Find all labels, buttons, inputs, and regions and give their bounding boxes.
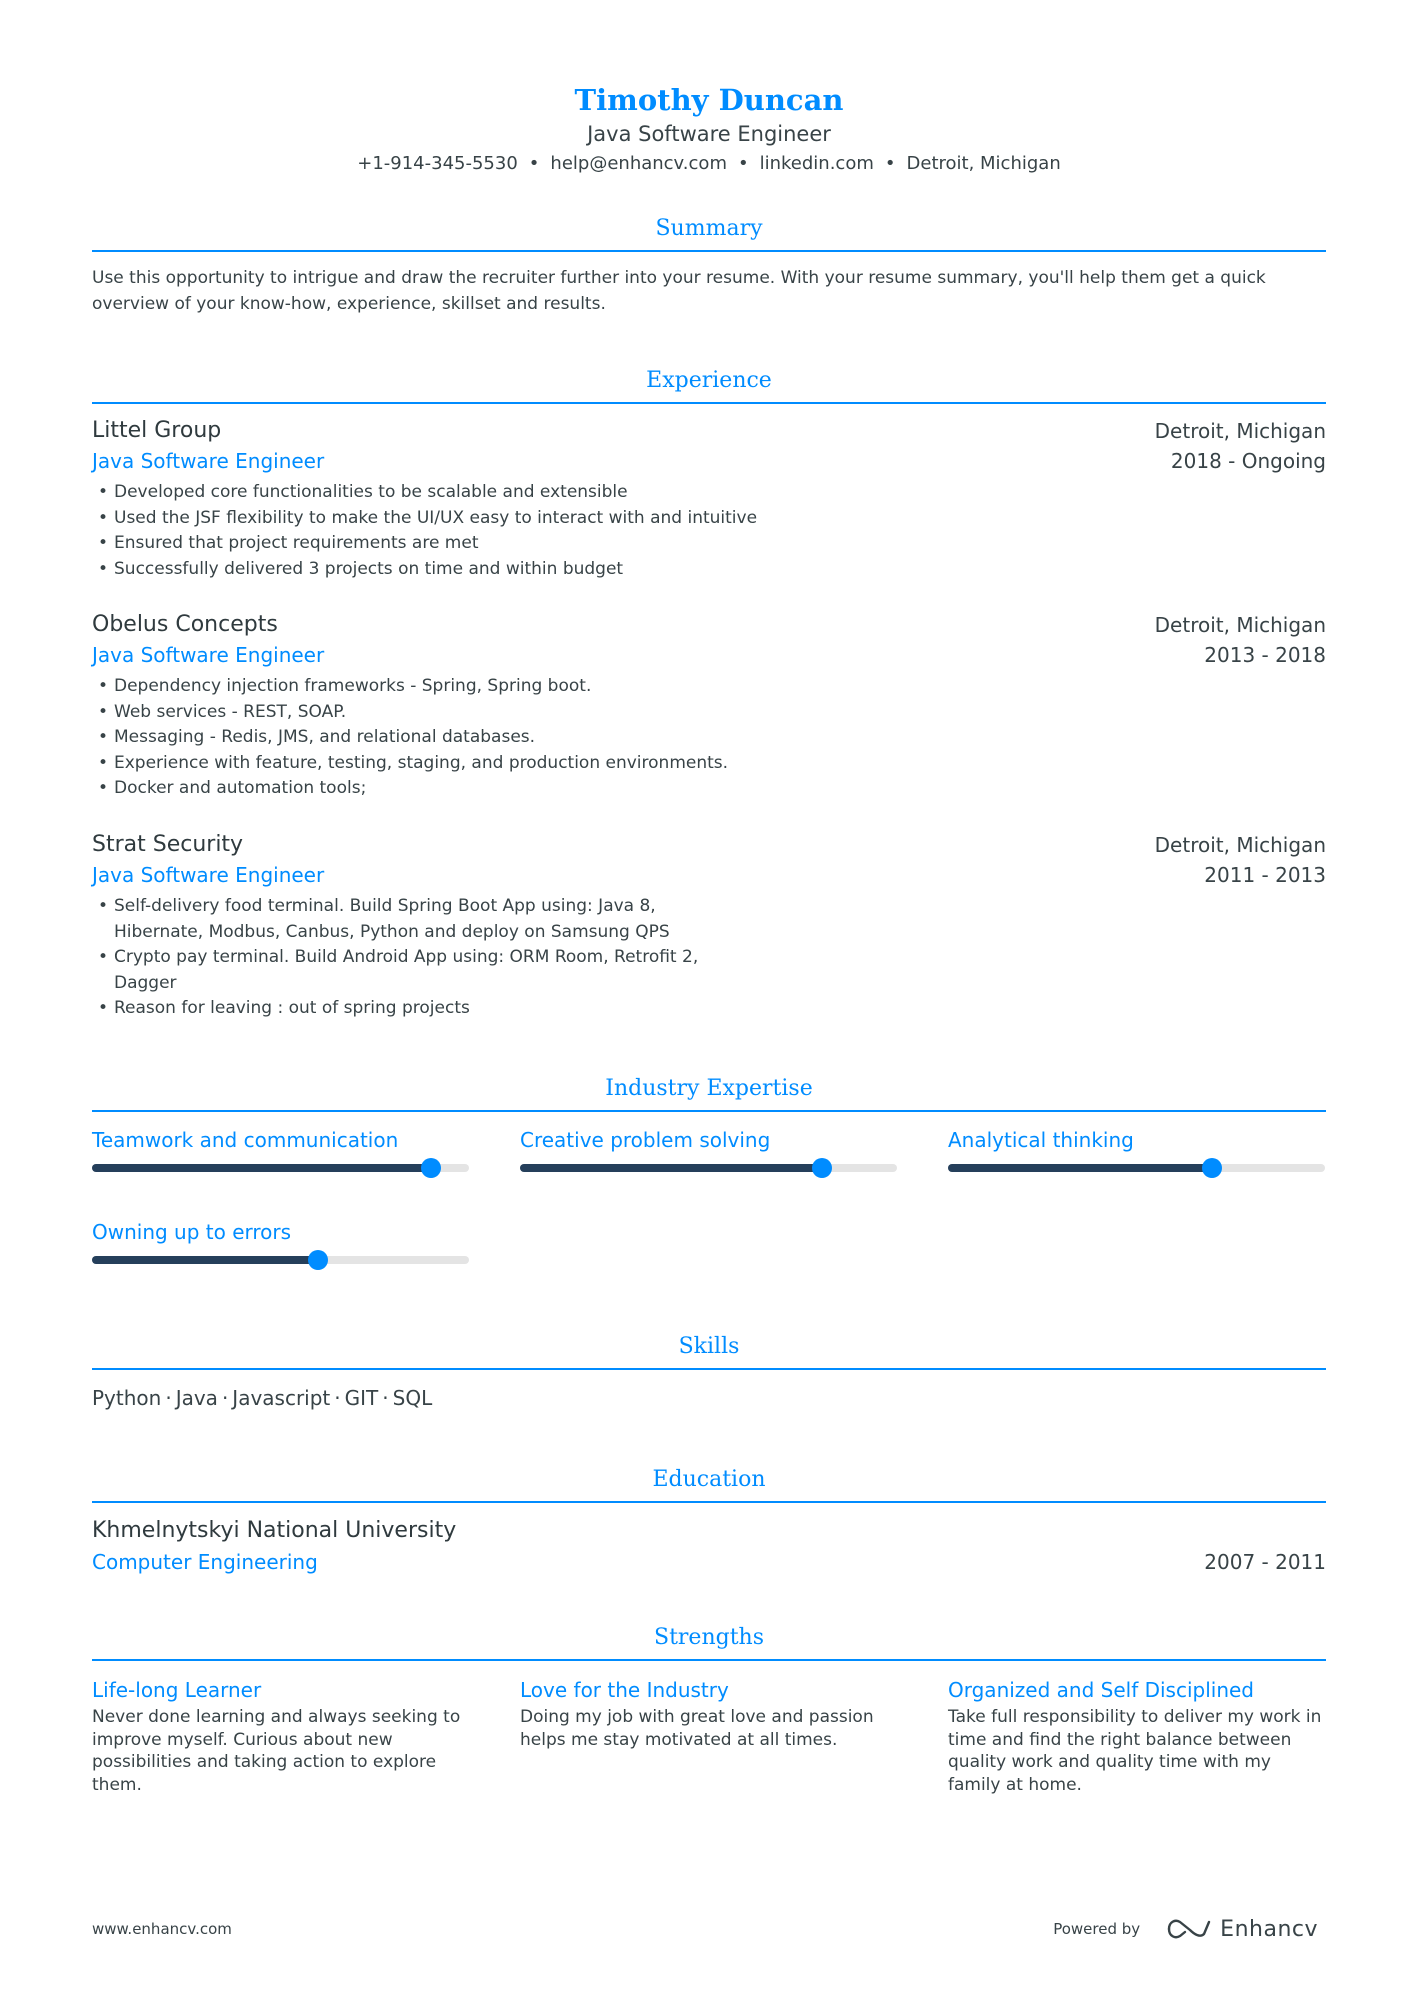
separator-dot: • bbox=[528, 153, 540, 174]
strength-description: Take full responsibility to deliver my work in time and find the right balance between quality work and quality time with my family at home. bbox=[948, 1707, 1322, 1795]
education-dates: 2007 - 2011 bbox=[1204, 1550, 1326, 1574]
job-location: Detroit, Michigan bbox=[1154, 419, 1326, 443]
expertise-label: Owning up to errors bbox=[92, 1220, 292, 1244]
bullet-icon: • bbox=[98, 998, 109, 1018]
job-bullets bbox=[92, 480, 792, 582]
job-bullets bbox=[92, 674, 792, 802]
footer-powered-by bbox=[1053, 1912, 1318, 1946]
expertise-item bbox=[948, 1126, 1325, 1154]
skills-list bbox=[92, 1384, 432, 1412]
expertise-bar bbox=[92, 1256, 469, 1264]
strength-title: Life-long Learner bbox=[92, 1678, 262, 1702]
section-divider bbox=[92, 1659, 1326, 1661]
company-name: Obelus Concepts bbox=[92, 612, 278, 637]
list-item bbox=[92, 557, 792, 583]
bullet-icon: • bbox=[98, 727, 109, 747]
bullet-text: Crypto pay terminal. Build Android App using: ORM Room, Retrofit 2, Dagger bbox=[114, 947, 699, 993]
bullet-text: Successfully delivered 3 projects on time and within budget bbox=[114, 558, 624, 579]
skill-separator: · bbox=[334, 1386, 341, 1410]
job-location: Detroit, Michigan bbox=[1154, 833, 1326, 857]
linkedin-link[interactable]: linkedin.com bbox=[759, 153, 874, 174]
bullet-icon: • bbox=[98, 947, 109, 967]
experience-item bbox=[92, 610, 1326, 810]
experience-heading: Experience bbox=[646, 368, 772, 393]
section-divider bbox=[92, 250, 1326, 252]
summary-text bbox=[92, 265, 1326, 317]
section-divider bbox=[92, 402, 1326, 404]
summary-line: overview of your know-how, experience, skillset and results. bbox=[92, 294, 606, 314]
skill-separator: · bbox=[382, 1386, 389, 1410]
expertise-bar-fill bbox=[92, 1164, 431, 1172]
summary-heading: Summary bbox=[655, 216, 763, 241]
job-dates: 2013 - 2018 bbox=[1204, 643, 1326, 667]
skill-item: Java bbox=[175, 1386, 218, 1410]
footer-website-link[interactable]: www.enhancv.com bbox=[92, 1920, 232, 1938]
strength-description: Never done learning and always seeking to improve myself. Curious about new possibilities and taking action to explore them. bbox=[92, 1707, 461, 1795]
education-heading: Education bbox=[652, 1467, 766, 1492]
education-degree: Computer Engineering bbox=[92, 1550, 318, 1574]
expertise-bar-fill bbox=[92, 1256, 318, 1264]
candidate-title: Java Software Engineer bbox=[587, 122, 831, 146]
list-item bbox=[92, 674, 792, 700]
section-divider bbox=[92, 1110, 1326, 1112]
strength-item bbox=[92, 1676, 472, 1796]
skill-separator: · bbox=[165, 1386, 172, 1410]
expertise-bar-knob bbox=[812, 1158, 832, 1178]
bullet-text: Messaging - Redis, JMS, and relational databases. bbox=[114, 727, 536, 747]
job-role: Java Software Engineer bbox=[92, 863, 325, 887]
bullet-text: Ensured that project requirements are met bbox=[114, 533, 479, 553]
skill-item: Javascript bbox=[232, 1386, 331, 1410]
resume-header bbox=[92, 80, 1326, 177]
strength-title: Love for the Industry bbox=[520, 1678, 729, 1702]
skill-separator: · bbox=[221, 1386, 229, 1410]
list-item bbox=[92, 751, 792, 777]
contact-line bbox=[92, 151, 1326, 177]
bullet-text: Experience with feature, testing, staging, and production environments. bbox=[114, 752, 729, 773]
job-location: Detroit, Michigan bbox=[1154, 613, 1326, 637]
expertise-item bbox=[520, 1126, 897, 1154]
company-name: Strat Security bbox=[92, 832, 244, 857]
expertise-label: Analytical thinking bbox=[948, 1128, 1134, 1152]
expertise-label: Teamwork and communication bbox=[92, 1128, 399, 1152]
candidate-name: Timothy Duncan bbox=[574, 83, 844, 117]
skill-item: SQL bbox=[392, 1386, 433, 1410]
expertise-label: Creative problem solving bbox=[520, 1128, 771, 1152]
bullet-icon: • bbox=[98, 482, 109, 502]
expertise-bar-fill bbox=[520, 1164, 822, 1172]
strength-item bbox=[520, 1676, 900, 1751]
email-link[interactable]: help@enhancv.com bbox=[550, 153, 727, 174]
expertise-bar-knob bbox=[421, 1158, 441, 1178]
skills-heading: Skills bbox=[678, 1334, 740, 1359]
expertise-item bbox=[92, 1126, 469, 1154]
expertise-bar bbox=[92, 1164, 469, 1172]
expertise-heading: Industry Expertise bbox=[605, 1076, 813, 1101]
skill-item: Python bbox=[92, 1386, 162, 1410]
job-role: Java Software Engineer bbox=[92, 643, 325, 667]
experience-item bbox=[92, 830, 1326, 1030]
job-bullets bbox=[92, 894, 712, 1022]
bullet-icon: • bbox=[98, 533, 109, 553]
bullet-text: Docker and automation tools; bbox=[114, 778, 367, 798]
list-item bbox=[92, 945, 712, 996]
location-text: Detroit, Michigan bbox=[906, 153, 1061, 174]
strength-item bbox=[948, 1676, 1328, 1796]
experience-item bbox=[92, 416, 1326, 586]
bullet-text: Web services - REST, SOAP. bbox=[114, 701, 347, 722]
phone-text: +1-914-345-5530 bbox=[357, 153, 518, 174]
list-item bbox=[92, 776, 792, 802]
bullet-icon: • bbox=[98, 778, 109, 798]
job-dates: 2018 - Ongoing bbox=[1170, 449, 1326, 473]
separator-dot: • bbox=[884, 153, 896, 174]
bullet-icon: • bbox=[98, 676, 109, 696]
job-role: Java Software Engineer bbox=[92, 449, 325, 473]
expertise-bar-knob bbox=[1202, 1158, 1222, 1178]
strength-description: Doing my job with great love and passion helps me stay motivated at all times. bbox=[520, 1707, 874, 1750]
bullet-text: Self-delivery food terminal. Build Spring Boot App using: Java 8, Hibernate, Modbus, Canbus, Python and deploy on Samsung QPS bbox=[114, 896, 670, 942]
skill-item: GIT bbox=[344, 1386, 379, 1410]
list-item bbox=[92, 480, 792, 506]
education-school: Khmelnytskyi National University bbox=[92, 1518, 457, 1543]
enhancv-logo-icon bbox=[1166, 1916, 1212, 1942]
bullet-icon: • bbox=[98, 752, 109, 773]
expertise-bar bbox=[520, 1164, 897, 1172]
enhancv-brand-name: Enhancv bbox=[1220, 1916, 1318, 1942]
expertise-item bbox=[92, 1218, 469, 1246]
bullet-text: Used the JSF flexibility to make the UI/UX easy to interact with and intuitive bbox=[114, 507, 758, 528]
section-divider bbox=[92, 1368, 1326, 1370]
strength-title: Organized and Self Disciplined bbox=[948, 1678, 1255, 1702]
list-item bbox=[92, 700, 792, 726]
expertise-bar-knob bbox=[308, 1250, 328, 1270]
bullet-text: Reason for leaving : out of spring projects bbox=[114, 998, 470, 1018]
bullet-text: Developed core functionalities to be scalable and extensible bbox=[114, 482, 628, 502]
separator-dot: • bbox=[737, 153, 749, 174]
expertise-bar bbox=[948, 1164, 1325, 1172]
bullet-icon: • bbox=[98, 701, 109, 722]
list-item bbox=[92, 506, 792, 532]
bullet-icon: • bbox=[98, 507, 109, 528]
section-divider bbox=[92, 1501, 1326, 1503]
expertise-bar-fill bbox=[948, 1164, 1212, 1172]
summary-line: Use this opportunity to intrigue and draw the recruiter further into your resume. With your resume summary, you'll help them get a quick bbox=[92, 268, 1266, 288]
company-name: Littel Group bbox=[92, 418, 222, 443]
list-item bbox=[92, 996, 712, 1022]
list-item bbox=[92, 894, 712, 945]
strengths-heading: Strengths bbox=[654, 1625, 764, 1650]
list-item bbox=[92, 725, 792, 751]
bullet-icon: • bbox=[98, 896, 109, 916]
bullet-icon: • bbox=[98, 558, 109, 579]
job-dates: 2011 - 2013 bbox=[1204, 863, 1326, 887]
bullet-text: Dependency injection frameworks - Spring, Spring boot. bbox=[114, 676, 592, 696]
powered-by-label: Powered by bbox=[1053, 1920, 1141, 1938]
list-item bbox=[92, 531, 792, 557]
